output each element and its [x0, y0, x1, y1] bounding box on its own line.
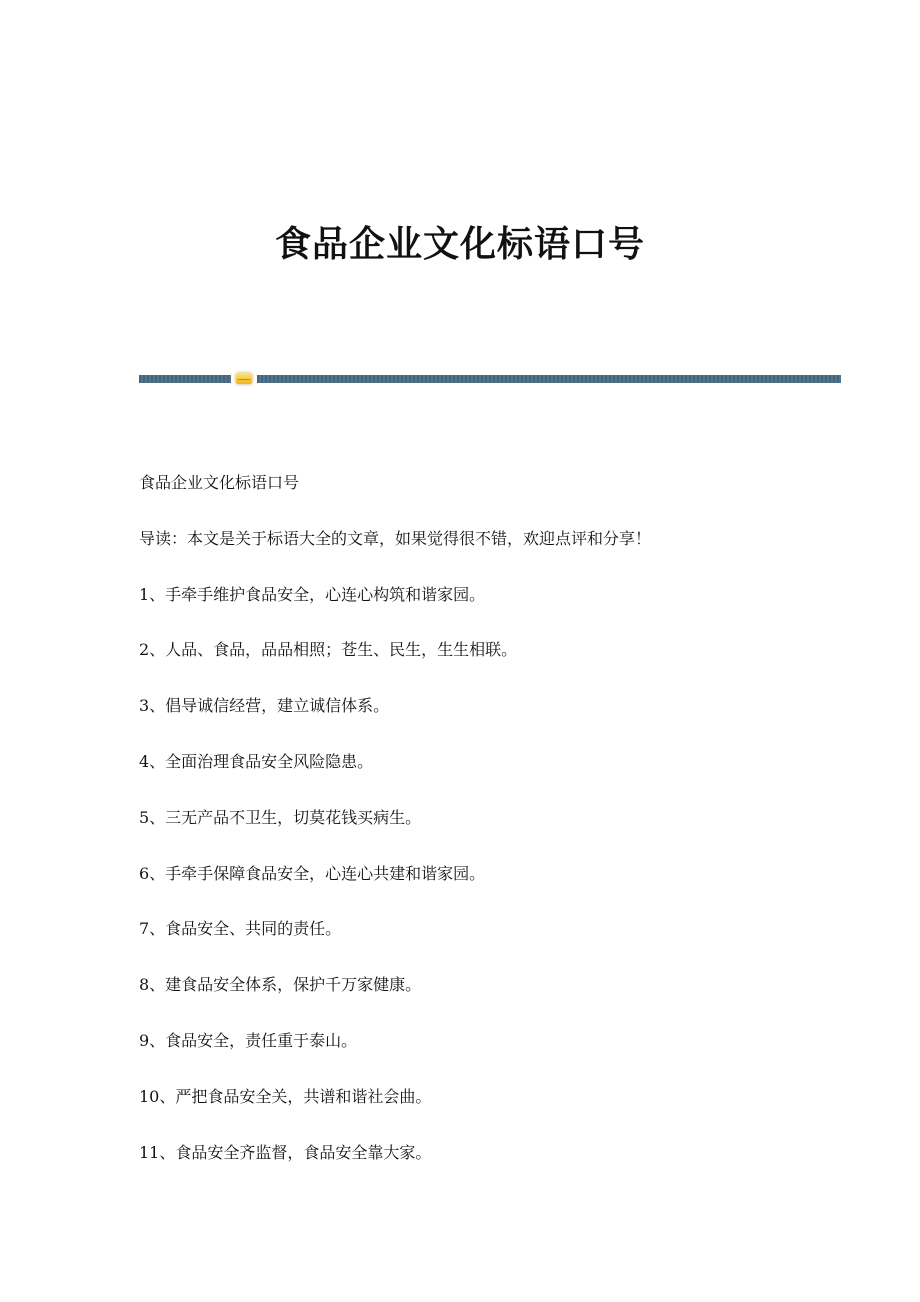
list-item: 7、食品安全、共同的责任。: [139, 919, 342, 939]
list-item: 6、手牵手保障食品安全，心连心共建和谐家园。: [139, 863, 486, 883]
subtitle: 食品企业文化标语口号: [139, 473, 300, 492]
divider-bar-left: [139, 375, 231, 383]
divider-bar-right: [257, 375, 841, 383]
list-item: 10、严把食品安全关，共谱和谐社会曲。: [139, 1086, 432, 1106]
list-item: 4、全面治理食品安全风险隐患。: [139, 751, 374, 771]
list-item: 2、人品、食品，品品相照；苍生、民生，生生相联。: [139, 640, 518, 660]
intro: 导读：本文是关于标语大全的文章，如果觉得很不错，欢迎点评和分享！: [139, 528, 652, 548]
list-item: 3、倡导诚信经营，建立诚信体系。: [139, 696, 390, 716]
list-item: 8、建食品安全体系，保护千万家健康。: [139, 975, 422, 995]
document-body: [139, 470, 839, 1195]
list-item: 1、手牵手维护食品安全，心连心构筑和谐家园。: [139, 584, 486, 604]
envelope-icon: [236, 373, 252, 384]
list-item: 9、食品安全，责任重于泰山。: [139, 1030, 358, 1050]
divider: [139, 375, 841, 384]
list-item: 5、三无产品不卫生，切莫花钱买病生。: [139, 807, 422, 827]
list-item: 11、食品安全齐监督，食品安全靠大家。: [139, 1142, 432, 1162]
page-title: 食品企业文化标语口号: [274, 223, 645, 265]
